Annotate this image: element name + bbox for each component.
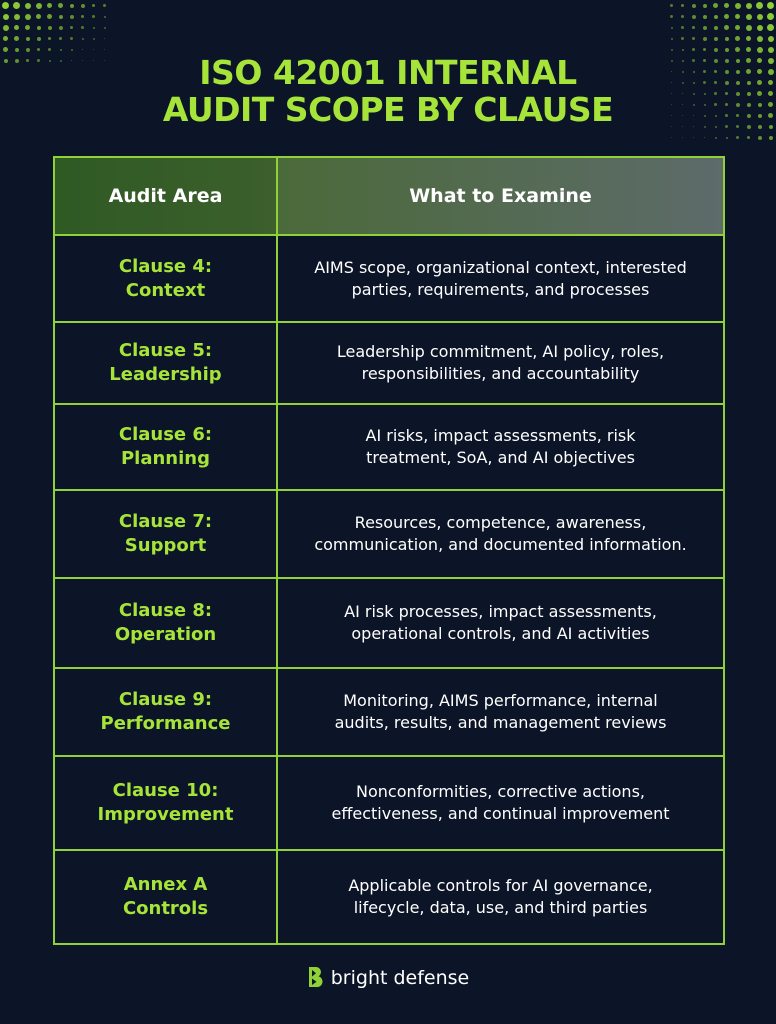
decorative-dot: [692, 48, 695, 51]
examine-cell: [277, 490, 724, 578]
audit-area-line: Clause 9:: [118, 689, 213, 710]
decorative-dot: [70, 37, 73, 40]
examine-line: Nonconformities, corrective actions,: [356, 782, 645, 801]
decorative-dot: [14, 25, 19, 30]
table-row: [54, 756, 724, 850]
decorative-dot: [93, 27, 95, 29]
decorative-dot: [756, 2, 763, 9]
column-header-what-to-examine: What to Examine: [277, 157, 724, 235]
decorative-dot: [692, 37, 695, 40]
decorative-dot: [3, 14, 9, 20]
decorative-dot: [671, 49, 673, 51]
page-title-line-2: AUDIT SCOPE BY CLAUSE: [162, 90, 614, 129]
audit-area-cell: [54, 850, 277, 944]
decorative-dot: [746, 47, 751, 52]
decorative-dot: [681, 4, 684, 7]
decorative-dot: [14, 14, 20, 20]
decorative-dot: [758, 136, 762, 140]
decorative-dot: [59, 26, 63, 30]
decorative-dot: [681, 26, 684, 29]
decorative-dot: [768, 47, 774, 53]
decorative-dot: [60, 49, 62, 51]
decorative-dot: [58, 3, 63, 8]
decorative-dot: [714, 48, 718, 52]
decorative-dot: [25, 14, 31, 20]
audit-area-cell: [54, 668, 277, 756]
decorative-dot: [25, 25, 30, 30]
audit-area-line: Improvement: [97, 804, 234, 825]
audit-area-line: Clause 5:: [118, 340, 213, 361]
decorative-dot: [104, 27, 106, 29]
decorative-dot: [671, 38, 673, 40]
examine-line: communication, and documented information.: [314, 535, 687, 554]
decorative-dot: [15, 48, 19, 52]
examine-line: audits, results, and management reviews: [334, 713, 667, 732]
decorative-dot: [704, 137, 705, 138]
decorative-dot: [48, 26, 52, 30]
decorative-dot: [725, 37, 729, 41]
decorative-dot: [36, 14, 41, 19]
decorative-dot: [37, 48, 40, 51]
decorative-dot: [715, 137, 717, 139]
decorative-dot: [37, 37, 41, 41]
decorative-dot: [2, 2, 9, 9]
examine-line: Applicable controls for AI governance,: [348, 876, 653, 895]
examine-line: treatment, SoA, and AI objectives: [366, 448, 635, 467]
decorative-dot: [681, 37, 684, 40]
decorative-dot: [70, 26, 73, 29]
table-row: [54, 490, 724, 578]
examine-line: parties, requirements, and processes: [351, 279, 650, 299]
audit-area-line: Clause 7:: [118, 511, 213, 532]
examine-line: Monitoring, AIMS performance, internal: [343, 691, 658, 710]
audit-area-line: Clause 8:: [118, 600, 213, 621]
table-row: [54, 235, 724, 322]
decorative-dot: [735, 14, 740, 19]
decorative-dot: [703, 48, 706, 51]
decorative-dot: [47, 14, 52, 19]
decorative-dot: [703, 4, 707, 8]
decorative-dot: [693, 137, 694, 138]
decorative-dot: [724, 25, 729, 30]
decorative-dot: [713, 3, 718, 8]
examine-cell: [277, 578, 724, 668]
decorative-dot: [81, 26, 84, 29]
examine-line: Leadership commitment, AI policy, roles,: [336, 342, 665, 361]
audit-area-cell: [54, 578, 277, 668]
decorative-dot: [735, 25, 740, 30]
decorative-dot: [714, 26, 718, 30]
bright-defense-logo-icon: [307, 966, 323, 990]
decorative-dot: [735, 3, 741, 9]
examine-line: Resources, competence, awareness,: [354, 513, 647, 532]
decorative-dot: [71, 49, 73, 51]
decorative-dot: [82, 49, 83, 50]
decorative-dot: [703, 37, 707, 41]
page-title-line-1: ISO 42001 INTERNAL: [199, 53, 577, 92]
decorative-dot: [92, 15, 95, 18]
audit-area-cell: [54, 404, 277, 490]
decorative-dot: [714, 15, 718, 19]
decorative-dot: [59, 37, 62, 40]
decorative-dot: [93, 38, 95, 40]
decorative-dot: [681, 15, 684, 18]
decorative-dot: [757, 47, 763, 53]
decorative-dot: [767, 13, 774, 20]
decorative-dot: [104, 16, 106, 18]
audit-area-cell: [54, 322, 277, 404]
decorative-dot: [768, 36, 774, 42]
audit-area-line: Leadership: [109, 364, 222, 385]
decorative-dot: [47, 3, 52, 8]
table-row: [54, 404, 724, 490]
decorative-dot: [703, 15, 707, 19]
decorative-dot: [757, 25, 763, 31]
decorative-dot: [82, 38, 84, 40]
decorative-dot: [59, 15, 63, 19]
audit-area-cell: [54, 490, 277, 578]
decorative-dot: [692, 4, 696, 8]
examine-cell: [277, 322, 724, 404]
decorative-dot: [746, 36, 751, 41]
page-title: [0, 54, 776, 128]
decorative-dot: [692, 26, 695, 29]
decorative-dot: [26, 37, 30, 41]
decorative-dot: [735, 36, 740, 41]
decorative-dot: [747, 136, 750, 139]
decorative-dot: [25, 3, 31, 9]
examine-line: lifecycle, data, use, and third parties: [353, 898, 648, 917]
decorative-dot: [671, 137, 672, 138]
examine-line: operational controls, and AI activities: [351, 624, 650, 643]
decorative-dot: [671, 27, 673, 29]
decorative-dot: [746, 14, 752, 20]
decorative-dot: [37, 26, 41, 30]
audit-area-line: Operation: [114, 624, 217, 645]
audit-scope-table: [53, 156, 725, 945]
decorative-dot: [670, 4, 673, 7]
decorative-dot: [70, 15, 74, 19]
examine-cell: [277, 668, 724, 756]
decorative-dot: [670, 15, 673, 18]
decorative-dot: [714, 37, 718, 41]
decorative-dot: [92, 4, 95, 7]
decorative-dot: [769, 136, 773, 140]
table-header-row: [54, 157, 724, 235]
decorative-dot: [724, 3, 729, 8]
decorative-dot: [692, 15, 696, 19]
decorative-dot: [103, 4, 106, 7]
audit-area-line: Planning: [120, 448, 210, 469]
decorative-dot: [81, 4, 85, 8]
decorative-dot: [3, 47, 8, 52]
decorative-dot: [767, 24, 774, 31]
column-header-audit-area: Audit Area: [54, 157, 277, 235]
table-row: [54, 578, 724, 668]
decorative-dot: [104, 49, 105, 50]
decorative-dot: [93, 49, 94, 50]
examine-cell: [277, 235, 724, 322]
audit-area-line: Clause 4:: [118, 255, 213, 277]
audit-area-line: Annex A: [123, 874, 208, 895]
decorative-dot: [104, 38, 105, 39]
decorative-dot: [767, 2, 774, 9]
brand-footer: [0, 966, 776, 990]
audit-area-line: Clause 10:: [112, 780, 219, 801]
decorative-dot: [703, 26, 707, 30]
decorative-dot: [746, 25, 752, 31]
audit-area-cell: [54, 235, 277, 322]
decorative-dot: [724, 14, 729, 19]
decorative-dot: [14, 36, 19, 41]
examine-line: AI risk processes, impact assessments,: [344, 602, 657, 621]
decorative-dot: [70, 4, 74, 8]
table-row: [54, 668, 724, 756]
examine-line: effectiveness, and continual improvement: [331, 804, 670, 823]
brand-name: bright defense: [330, 967, 470, 989]
decorative-dot: [735, 47, 740, 52]
table-row: [54, 850, 724, 944]
audit-area-cell: [54, 756, 277, 850]
decorative-dot: [726, 137, 728, 139]
decorative-dot: [757, 36, 763, 42]
audit-area-line: Performance: [100, 713, 231, 734]
table-row: [54, 322, 724, 404]
audit-area-line: Clause 6:: [118, 424, 213, 445]
decorative-dot: [757, 14, 763, 20]
decorative-dot: [81, 15, 84, 18]
examine-cell: [277, 850, 724, 944]
decorative-dot: [736, 136, 739, 139]
decorative-dot: [36, 3, 42, 9]
decorative-dot: [682, 49, 684, 51]
audit-area-line: Context: [125, 279, 206, 301]
decorative-dot: [3, 36, 8, 41]
decorative-dot: [746, 3, 752, 9]
examine-cell: [277, 404, 724, 490]
decorative-dot: [682, 137, 683, 138]
decorative-dot: [48, 48, 51, 51]
decorative-dot: [3, 25, 9, 31]
decorative-dot: [26, 48, 30, 52]
audit-area-line: Support: [124, 535, 207, 556]
decorative-dot: [13, 2, 20, 9]
decorative-dot: [725, 48, 729, 52]
examine-line: responsibilities, and accountability: [361, 364, 640, 383]
examine-cell: [277, 756, 724, 850]
audit-area-line: Controls: [122, 898, 209, 919]
examine-line: AI risks, impact assessments, risk: [365, 426, 636, 445]
decorative-dot: [48, 37, 51, 40]
examine-line: AIMS scope, organizational context, interested: [314, 257, 687, 277]
